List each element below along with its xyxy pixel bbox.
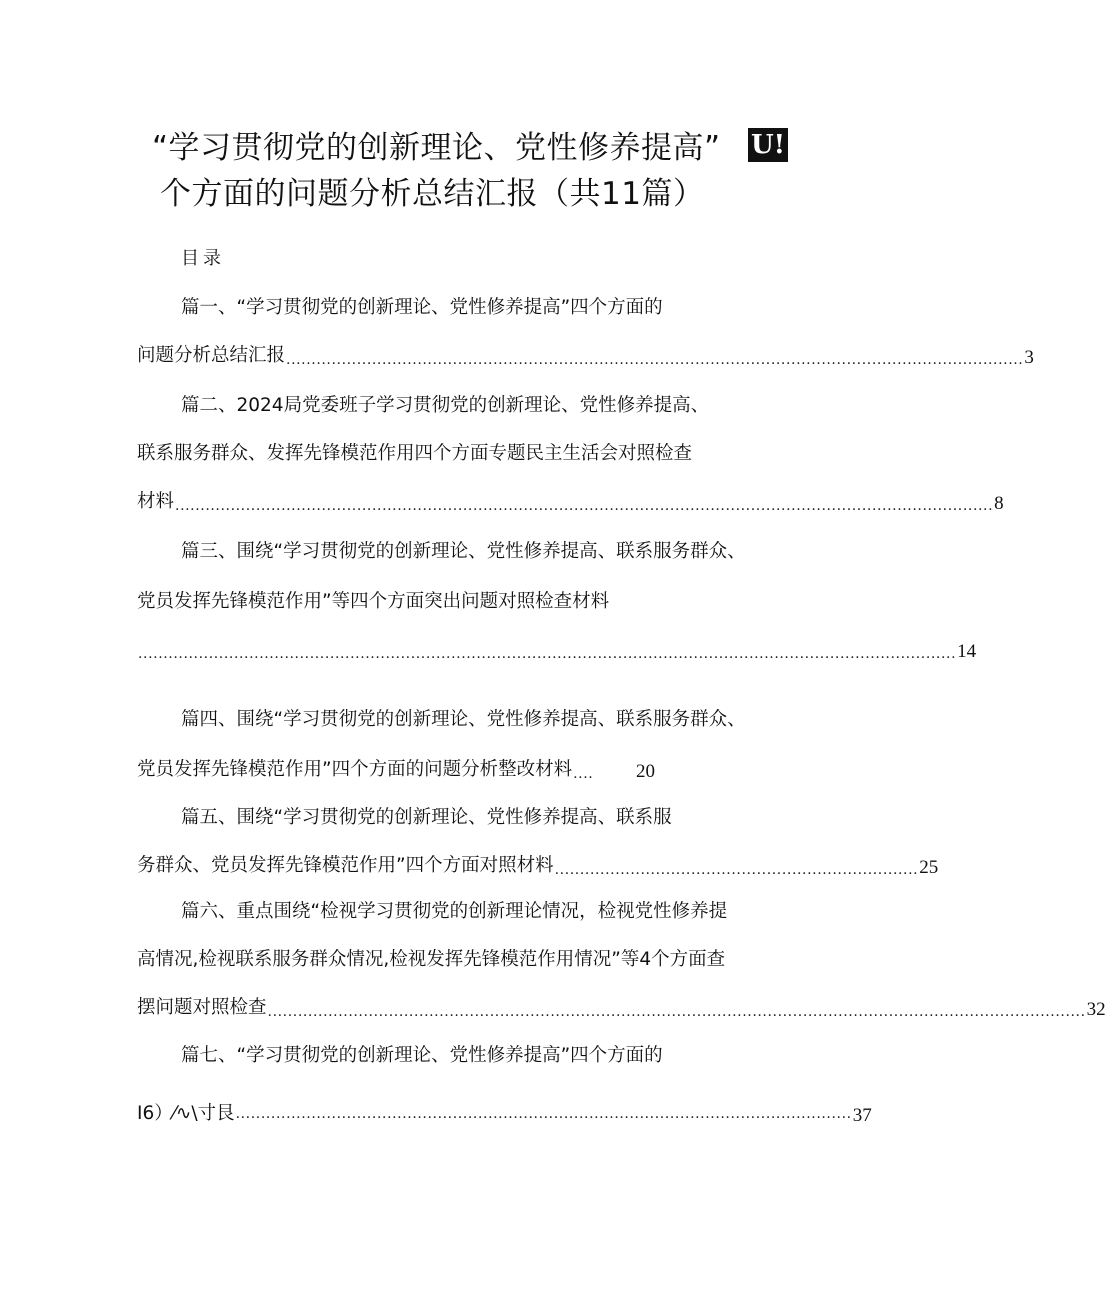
toc-entry-2-line-2: 联系服务群众、发挥先锋模范作用四个方面专题民主生活会对照检查: [137, 443, 693, 464]
toc-entry-7-last-line: I6）⁄∿\寸艮: [137, 1103, 235, 1124]
toc-label: 目录: [181, 248, 225, 269]
toc-entry-5-page: 25: [919, 857, 939, 878]
document-title-line-2: 个方面的问题分析总结汇报（共11篇）: [160, 176, 705, 212]
document-title-line-1: “学习贯彻党的创新理论、党性修养提高”: [152, 130, 721, 166]
dot-leader: ..................................................................................................................................................: [286, 352, 1024, 368]
toc-entry-2-line-1: 篇二、2024局党委班子学习贯彻党的创新理论、党性修养提高、: [181, 395, 710, 416]
toc-entry-7-page: 37: [852, 1105, 872, 1126]
dot-leader: ··························································································································: [235, 1110, 852, 1126]
toc-entry-2-page: 8: [994, 493, 1004, 514]
toc-entry-5-last-line: 务群众、党员发挥先锋模范作用”四个方面对照材料: [137, 855, 554, 876]
toc-entry-5-line-1: 篇五、围绕“学习贯彻党的创新理论、党性修养提高、联系服: [181, 807, 672, 828]
toc-entry-4[interactable]: [137, 756, 655, 784]
toc-entry-6-line-1: 篇六、重点围绕“检视学习贯彻党的创新理论情况，检视党性修养提: [181, 901, 728, 922]
toc-entry-3-line-2: 党员发挥先锋模范作用”等四个方面突出问题对照检查材料: [137, 591, 610, 612]
title-badge: U!: [748, 128, 788, 162]
toc-entry-5[interactable]: [137, 852, 939, 880]
dot-leader: ........................................................................: [554, 862, 919, 878]
toc-entry-1[interactable]: [137, 342, 1034, 370]
dot-leader: ....: [573, 766, 594, 782]
dot-leader: ..................................................................................................................................................................: [138, 646, 957, 662]
toc-entry-1-page: 3: [1024, 347, 1034, 368]
toc-entry-3-page: 14: [957, 641, 977, 662]
toc-entry-3-line-1: 篇三、围绕“学习贯彻党的创新理论、党性修养提高、联系服务群众、: [181, 541, 746, 562]
toc-entry-6-line-2: 高情况,检视联系服务群众情况,检视发挥先锋模范作用情况”等4个方面查: [137, 949, 726, 970]
toc-entry-4-line-1: 篇四、围绕“学习贯彻党的创新理论、党性修养提高、联系服务群众、: [181, 709, 746, 730]
dot-leader: ..................................................................................................................................................................: [267, 1004, 1086, 1020]
toc-entry-7-line-1: 篇七、“学习贯彻党的创新理论、党性修养提高”四个方面的: [181, 1045, 663, 1066]
toc-entry-4-last-line: 党员发挥先锋模范作用”四个方面的问题分析整改材料: [137, 759, 573, 780]
toc-entry-6[interactable]: [137, 994, 1106, 1022]
toc-entry-2[interactable]: [137, 488, 1004, 516]
toc-entry-4-page: 20: [636, 761, 655, 782]
toc-entry-7[interactable]: [137, 1100, 872, 1128]
toc-entry-6-last-line: 摆问题对照检查: [137, 997, 267, 1018]
dot-leader: ..................................................................................................................................................................: [175, 498, 994, 514]
toc-entry-3[interactable]: [137, 636, 977, 664]
toc-entry-2-last-line: 材料: [137, 491, 175, 512]
toc-entry-1-line-1: 篇一、“学习贯彻党的创新理论、党性修养提高”四个方面的: [181, 297, 663, 318]
toc-entry-6-page: 32: [1086, 999, 1106, 1020]
toc-entry-1-last-line: 问题分析总结汇报: [137, 345, 286, 366]
